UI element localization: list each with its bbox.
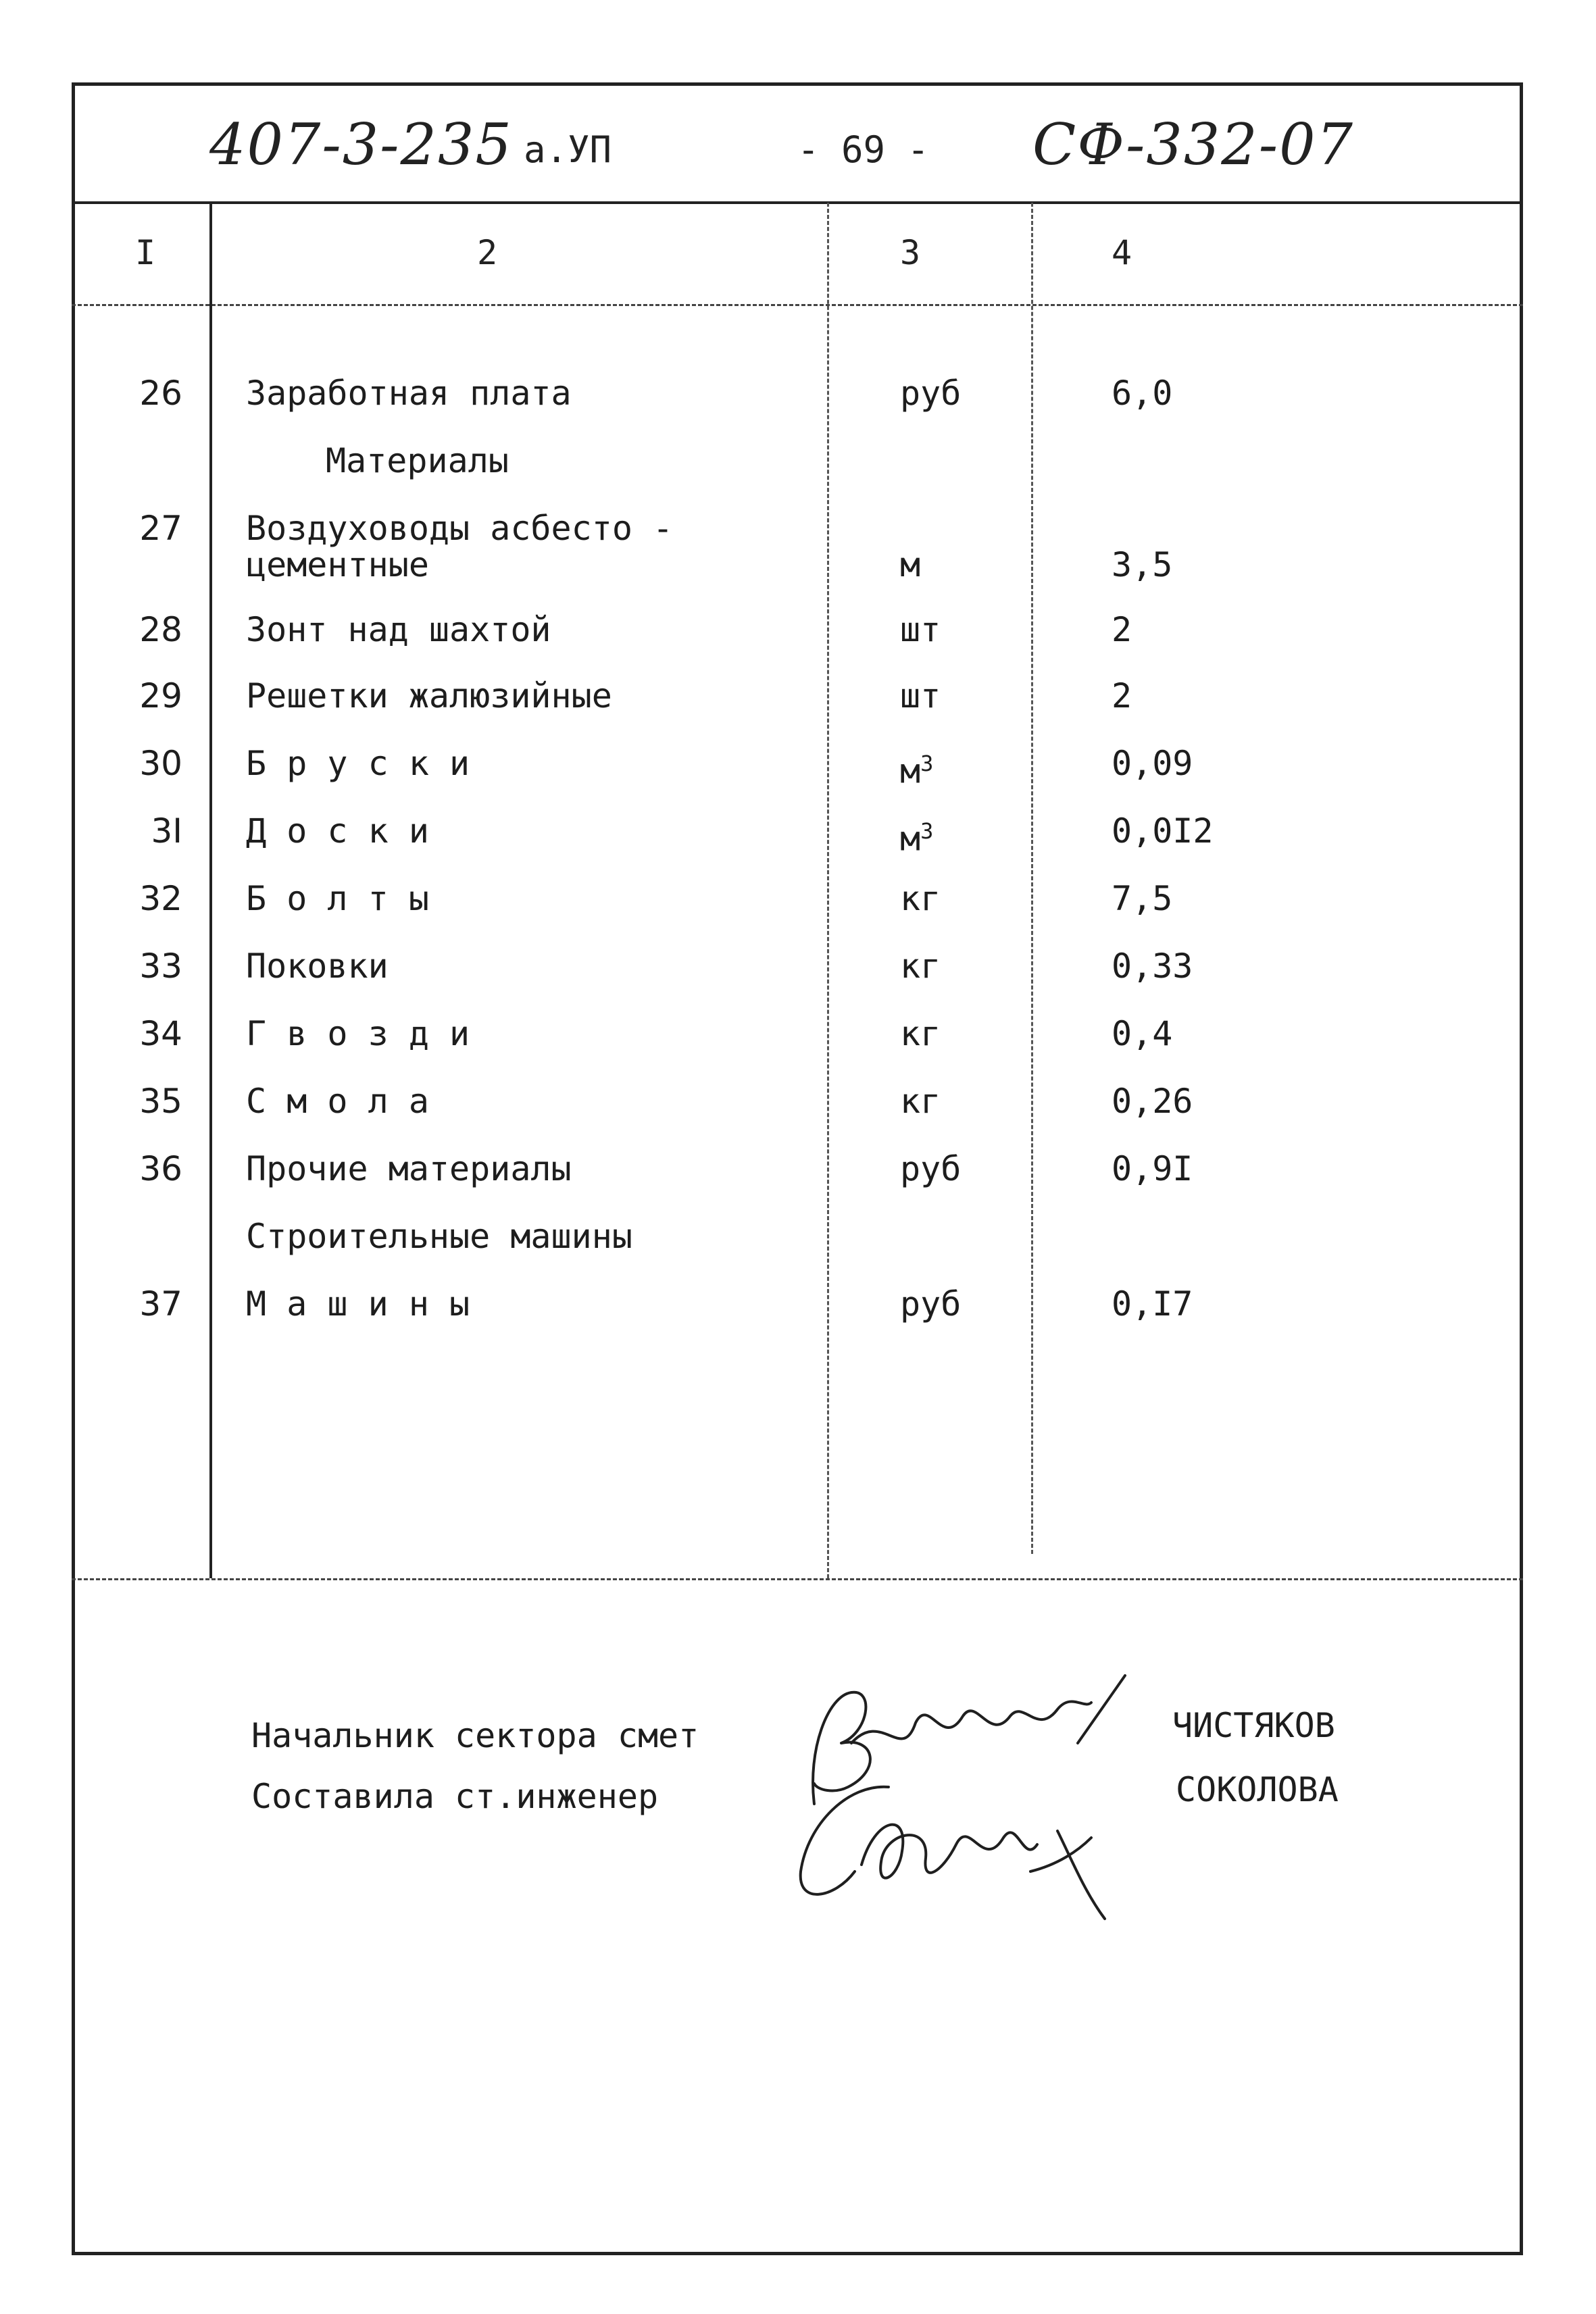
row-number: 30 (139, 744, 182, 783)
item-name: Заработная плата (246, 374, 572, 413)
table-bottom-divider (72, 1578, 1523, 1580)
item-name: Решетки жалюзийные (246, 676, 612, 715)
item-name: М а ш и н ы (246, 1284, 470, 1324)
item-unit: шт (900, 676, 941, 715)
item-name: Прочие материалы (246, 1149, 572, 1188)
item-unit: кг (900, 1082, 941, 1121)
item-quantity: 2 (1112, 676, 1132, 715)
album-number: а.УП (524, 128, 612, 171)
column-divider-2 (827, 203, 829, 1578)
item-name: Б р у с к и (246, 744, 470, 783)
item-name: Поковки (246, 947, 389, 986)
item-unit: шт (900, 610, 941, 649)
column-header-1: I (135, 233, 156, 272)
role-head-of-estimates: Начальник сектора смет (251, 1716, 699, 1755)
row-number: 26 (139, 374, 182, 413)
signer-name-2: СОКОЛОВА (1176, 1770, 1339, 1809)
item-quantity: 0,I7 (1112, 1284, 1193, 1324)
item-unit: кг (900, 1014, 941, 1053)
item-quantity: 7,5 (1112, 879, 1173, 918)
section-heading: Материалы (326, 441, 509, 480)
item-unit: $м^3$ (900, 751, 934, 791)
row-number: 37 (139, 1284, 182, 1324)
row-number: 35 (139, 1082, 182, 1121)
item-unit: кг (900, 879, 941, 918)
row-number: 34 (139, 1014, 182, 1053)
sheet-code: СФ-332-07 (1032, 111, 1354, 178)
item-name: Г в о з д и (246, 1014, 470, 1053)
row-number: 32 (139, 879, 182, 918)
handwritten-signatures (787, 1669, 1166, 1926)
role-compiler: Составила ст.инженер (251, 1777, 659, 1816)
row-number: 27 (139, 509, 182, 548)
page-number: - 69 - (797, 128, 930, 171)
row-number: 33 (139, 947, 182, 986)
item-quantity: 0,4 (1112, 1014, 1173, 1053)
item-quantity: 3,5 (1112, 545, 1173, 584)
column-header-2: 2 (477, 233, 498, 272)
item-quantity: 0,9I (1112, 1149, 1193, 1188)
item-unit: руб (900, 374, 962, 413)
item-quantity: 0,26 (1112, 1082, 1193, 1121)
item-unit: кг (900, 947, 941, 986)
row-number: 29 (139, 676, 182, 715)
section-heading: Строительные машины (246, 1217, 632, 1256)
column-divider-3 (1031, 203, 1033, 1554)
item-quantity: 0,09 (1112, 744, 1193, 783)
item-name: С м о л а (246, 1082, 429, 1121)
signer-name-1: ЧИСТЯКОВ (1172, 1706, 1335, 1745)
item-quantity: 2 (1112, 610, 1132, 649)
item-unit: $м^3$ (900, 818, 934, 859)
item-name: Д о с к и (246, 811, 429, 851)
item-name: Б о л т ы (246, 879, 429, 918)
column-header-3: 3 (900, 233, 921, 272)
column-divider-1 (209, 203, 212, 1578)
column-header-divider (72, 304, 1523, 306)
item-quantity: 0,33 (1112, 947, 1193, 986)
row-number: 36 (139, 1149, 182, 1188)
row-number: 28 (139, 610, 182, 649)
header-divider (72, 201, 1523, 204)
item-unit: м (900, 545, 921, 584)
item-name: Воздуховоды асбесто - цементные (246, 509, 674, 584)
document-code: 407-3-235 (209, 111, 513, 178)
row-number: 3I (151, 811, 182, 851)
item-quantity: 6,0 (1112, 374, 1173, 413)
item-unit: руб (900, 1149, 962, 1188)
item-unit: руб (900, 1284, 962, 1324)
item-name: Зонт над шахтой (246, 610, 551, 649)
item-quantity: 0,0I2 (1112, 811, 1214, 851)
column-header-4: 4 (1112, 233, 1132, 272)
